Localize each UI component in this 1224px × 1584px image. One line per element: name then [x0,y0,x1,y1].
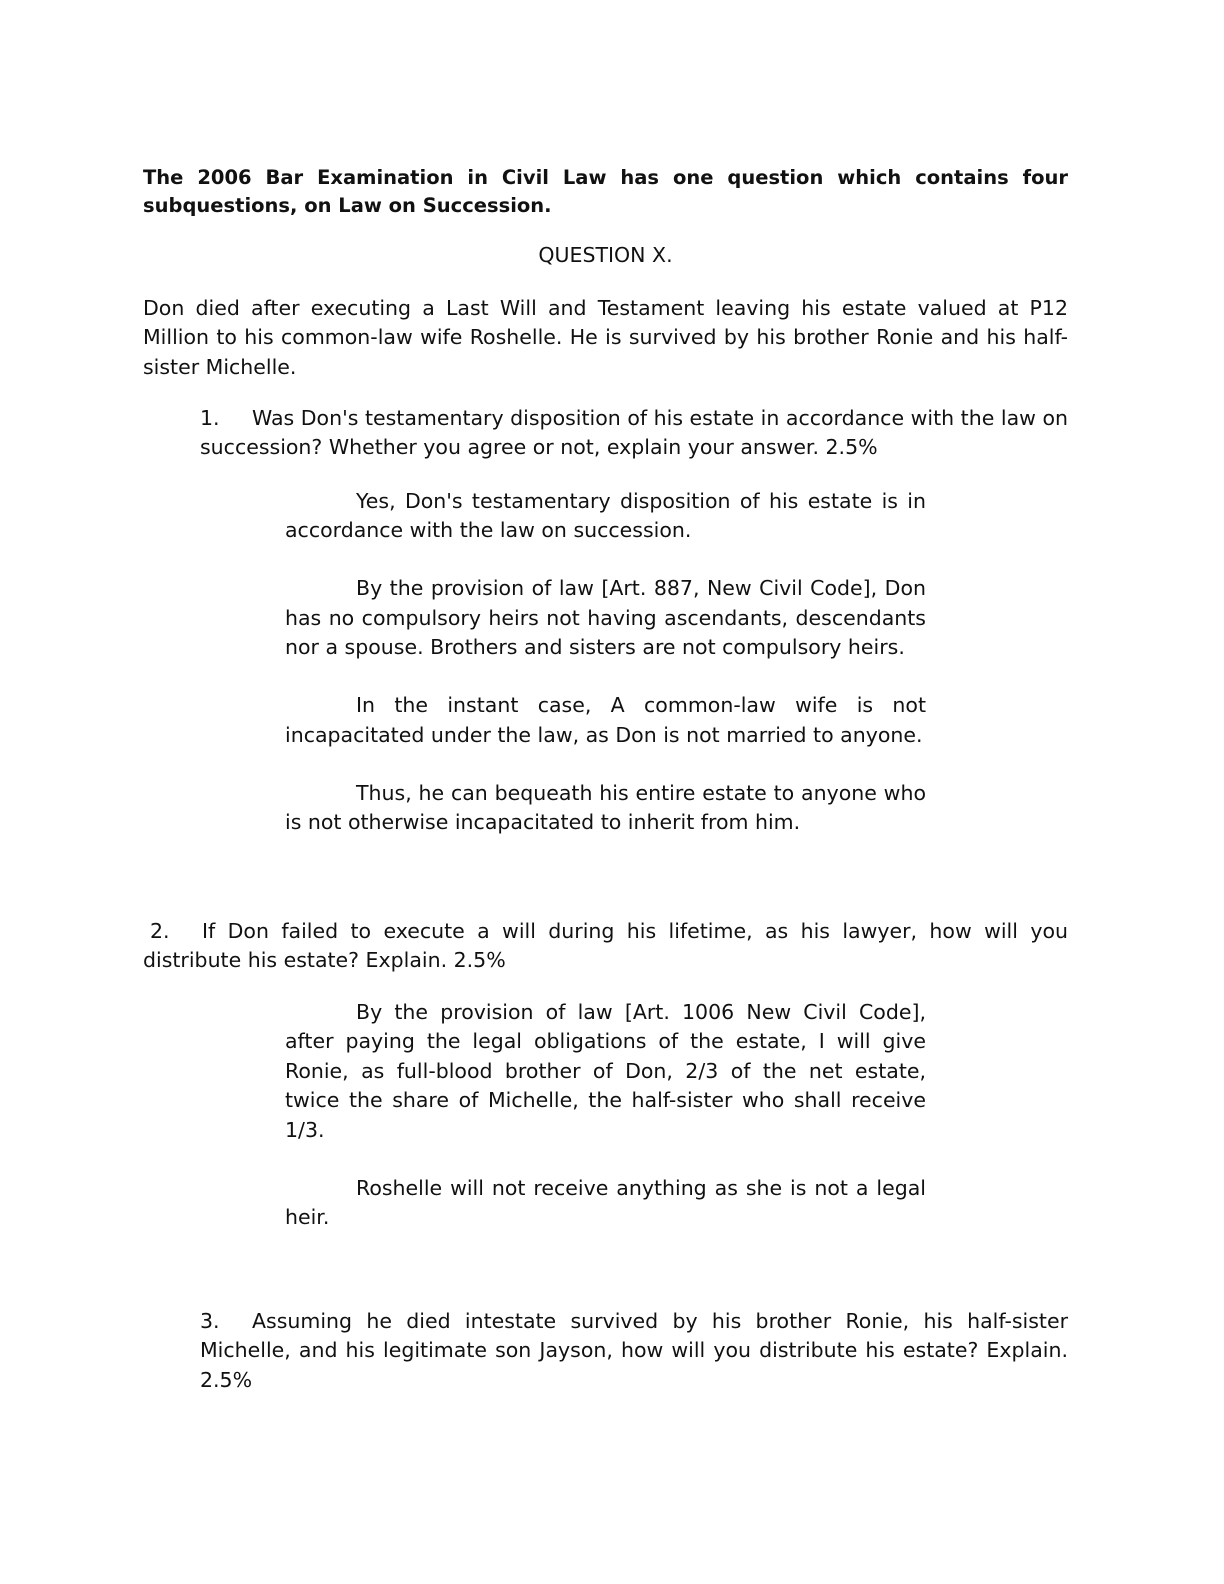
subquestion-2 [143,917,1068,976]
intro-heading: The 2006 Bar Examination in Civil Law has one question which contains four subquestions, on Law on Succession. [143,166,1068,217]
answer-paragraph: In the instant case, A common-law wife is not incapacitated under the law, as Don is not married to anyone. [285,693,926,747]
question-prompt: Don died after executing a Last Will and Testament leaving his estate valued at P12 Million to his common-law wife Roshelle. He is survived by his brother Ronie and his half-sister Michelle. [143,296,1068,379]
answer-paragraph: By the provision of law [Art. 887, New Civil Code], Don has no compulsory heirs not having ascendants, descendants nor a spouse. Brothers and sisters are not compulsory heirs. [285,576,926,660]
subquestion-text: If Don failed to execute a will during his lifetime, as his lawyer, how will you distribute his estate? Explain. 2.5% [143,919,1068,973]
subquestion-number: 3. [200,1309,220,1333]
subquestion-text: Was Don's testamentary disposition of his estate in accordance with the law on succession? Whether you agree or not, explain your answer. 2.5% [200,406,1068,460]
answer-paragraph: Yes, Don's testamentary disposition of his estate is in accordance with the law on succession. [285,489,926,543]
answer-2 [285,998,926,1261]
answer-1 [285,487,926,866]
answer-paragraph: Roshelle will not receive anything as she is not a legal heir. [285,1175,926,1230]
answer-paragraph: By the provision of law [Art. 1006 New Civil Code], after paying the legal obligations of the estate, I will give Ronie, as full-blood brother of Don, 2/3 of the net estate, twice the share of Michelle, the half-sister who shall receive 1/3. [285,1000,926,1142]
answer-paragraph: Thus, he can bequeath his entire estate to anyone who is not otherwise incapacitated to inherit from him. [285,780,926,835]
subquestion-text: Assuming he died intestate survived by his brother Ronie, his half-sister Michelle, and his legitimate son Jayson, how will you distribute his estate? Explain. 2.5% [200,1309,1068,1392]
subquestion-1 [200,404,1068,463]
subquestion-3 [200,1307,1068,1395]
subquestion-number: 1. [200,406,220,430]
question-title: QUESTION X. [538,243,673,267]
subquestion-number: 2. [150,919,170,943]
